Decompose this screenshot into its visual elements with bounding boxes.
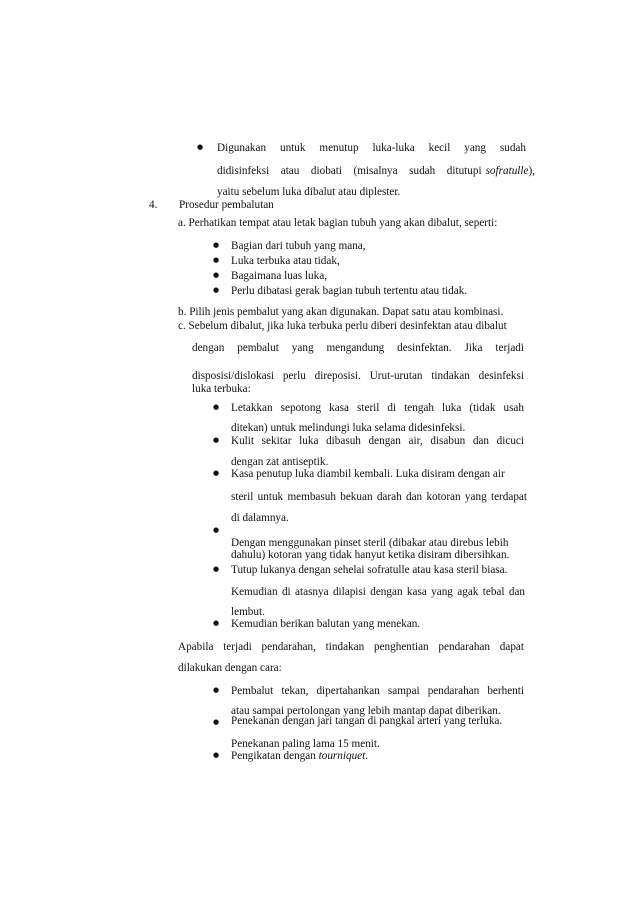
list-item: Bagaimana luas luka, <box>231 270 327 282</box>
paragraph-line: Digunakan untuk menutup luka-luka kecil yang sudah <box>217 142 526 154</box>
list-item: Luka terbuka atau tidak, <box>231 255 340 267</box>
paragraph-line <box>217 164 535 178</box>
paragraph-line: yaitu sebelum luka dibalut atau diplester. <box>217 186 401 198</box>
bullet-icon <box>213 434 219 449</box>
list-item-c: c. Sebelum dibalut, jika luka terbuka perlu diberi desinfektan atau dibalut <box>178 320 507 332</box>
bullet-icon <box>213 617 219 632</box>
list-item <box>231 749 368 763</box>
bullet-icon <box>213 239 219 254</box>
bullet-icon <box>213 524 219 539</box>
list-item-continuation: ditekan) untuk melindungi luka selama didesinfeksi. <box>231 422 466 434</box>
paragraph-line: disposisi/dislokasi perlu direposisi. Urut-urutan tindakan desinfeksi <box>192 370 524 382</box>
bullet-icon <box>213 254 219 269</box>
list-item: Pembalut tekan, dipertahankan sampai pendarahan berhenti <box>231 685 524 697</box>
text-segment-italic: tourniquet <box>318 750 366 762</box>
text-segment-italic: sofratulle), <box>485 165 535 177</box>
text-segment: Pengikatan dengan <box>231 750 316 762</box>
bullet-icon <box>213 749 219 764</box>
bullet-icon <box>213 467 219 482</box>
paragraph-line: dilakukan dengan cara: <box>178 662 282 674</box>
list-item-continuation: lembut. <box>231 606 265 618</box>
bullet-icon <box>197 141 203 156</box>
list-item-a: a. Perhatikan tempat atau letak bagian tubuh yang akan dibalut, seperti: <box>178 217 498 229</box>
paragraph-line: luka terbuka: <box>192 383 251 395</box>
bullet-icon <box>213 401 219 416</box>
bullet-icon <box>213 684 219 699</box>
list-item: Tutup lukanya dengan sehelai sofratulle atau kasa steril biasa. <box>231 564 508 576</box>
list-item-continuation: dahulu) kotoran yang tidak hanyut ketika disiram dibersihkan. <box>231 549 510 561</box>
section-number: 4. <box>149 199 158 211</box>
paragraph-line: Apabila terjadi pendarahan, tindakan penghentian pendarahan dapat <box>178 641 524 653</box>
list-item: Penekanan dengan jari tangan di pangkal arteri yang terluka. <box>231 715 503 727</box>
bullet-icon <box>213 716 219 731</box>
section-title: Prosedur pembalutan <box>179 199 274 211</box>
bullet-icon <box>213 284 219 299</box>
paragraph-line: dengan pembalut yang mengandung desinfektan. Jika terjadi <box>192 342 524 354</box>
list-item: Kemudian berikan balutan yang menekan. <box>231 618 421 630</box>
text-segment: . <box>365 750 369 762</box>
list-item-continuation: Kemudian di atasnya dilapisi dengan kasa yang agak tebal dan <box>231 586 525 598</box>
list-item: Kasa penutup luka diambil kembali. Luka disiram dengan air <box>231 468 505 480</box>
list-item-continuation: dengan zat antiseptik. <box>231 456 329 468</box>
list-item-continuation: atau sampai pertolongan yang lebih mantap dapat diberikan. <box>231 705 501 717</box>
list-item: Perlu dibatasi gerak bagian tubuh tertentu atau tidak. <box>231 285 468 297</box>
list-item: Kulit sekitar luka dibasuh dengan air, disabun dan dicuci <box>231 435 524 447</box>
list-item-b: b. Pilih jenis pembalut yang akan digunakan. Dapat satu atau kombinasi. <box>178 306 504 318</box>
bullet-icon <box>213 563 219 578</box>
list-item: Letakkan sepotong kasa steril di tengah luka (tidak usah <box>231 402 524 414</box>
list-item-continuation: di dalamnya. <box>231 512 289 524</box>
list-item: Bagian dari tubuh yang mana, <box>231 240 366 252</box>
list-item-continuation: steril untuk membasuh bekuan darah dan kotoran yang terdapat <box>231 491 527 503</box>
bullet-icon <box>213 269 219 284</box>
list-item: Dengan menggunakan pinset steril (dibakar atau direbus lebih <box>231 537 509 549</box>
list-item-continuation: Penekanan paling lama 15 menit. <box>231 738 380 750</box>
text-segment: didisinfeksi atau diobati (misalnya sudah ditutupi <box>217 165 482 177</box>
